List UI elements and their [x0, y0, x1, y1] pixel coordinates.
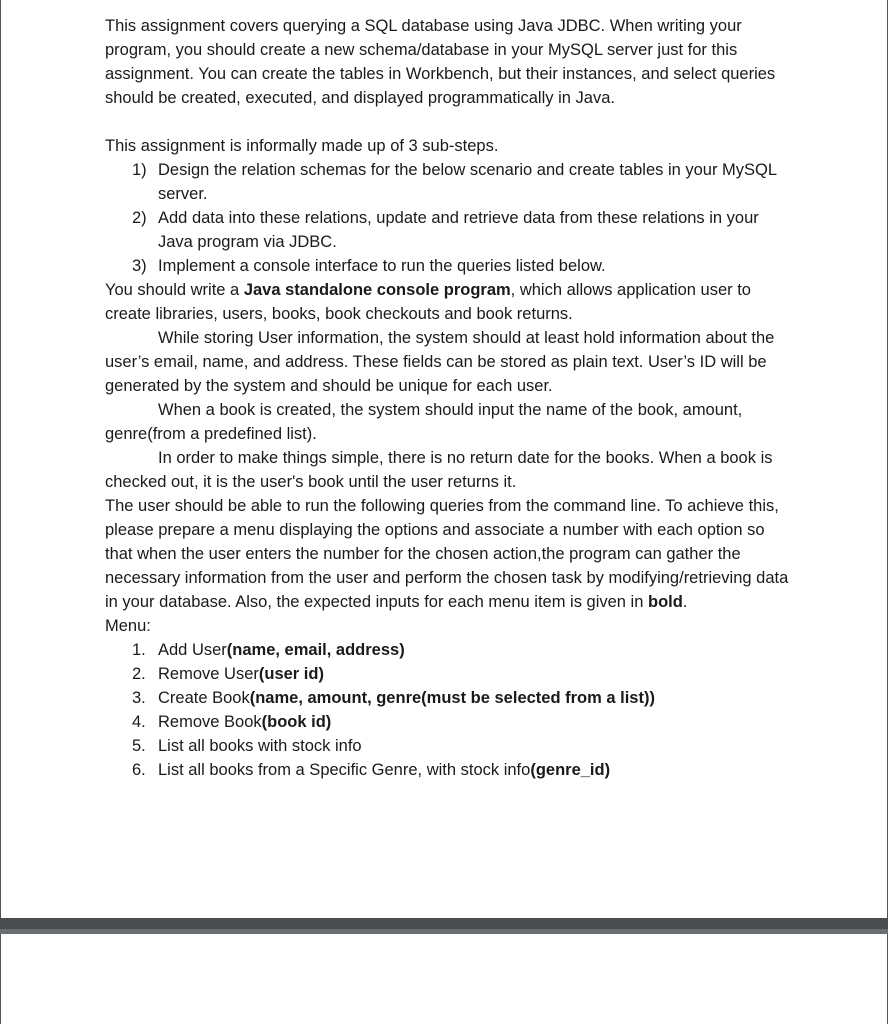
queries-paragraph: [105, 494, 795, 614]
assignment-text: [105, 14, 795, 782]
intro-paragraph: This assignment covers querying a SQL database using Java JDBC. When writing your program, you should create a new schema/database in your MySQL server just for this assignment. You can create the tables in Workbench, but their instances, and select queries should be created, executed, and displayed programmatically in Java.: [105, 17, 776, 107]
menu-item-text: Add User: [158, 641, 227, 659]
queries-text-post: .: [682, 593, 688, 611]
program-text-pre: You should write a: [105, 281, 244, 299]
menu-item-number: 6.: [132, 761, 146, 779]
menu-item-number: 4.: [132, 713, 146, 731]
substep-item: [105, 206, 795, 254]
menu-item-inputs: (user id): [258, 665, 324, 683]
menu-item-inputs: (name, email, address): [226, 641, 405, 659]
menu-item-text: List all books with stock info: [158, 737, 362, 755]
menu-item-text: Create Book: [158, 689, 250, 707]
menu-item: [105, 710, 795, 734]
menu-item-inputs: (name, amount, genre(must be selected from a list)): [249, 689, 655, 707]
menu-item: [105, 662, 795, 686]
substep-text: Design the relation schemas for the below scenario and create tables in your MySQL server.: [158, 161, 777, 203]
user-info-paragraph: While storing User information, the system should at least hold information about the user’s email, name, and address. These fields can be stored as plain text. User’s ID will be generated by the system and should be unique for each user.: [105, 329, 775, 395]
substep-text: Add data into these relations, update and retrieve data from these relations in your Java program via JDBC.: [158, 209, 759, 251]
menu-item: [105, 638, 795, 662]
substep-number: 1): [132, 161, 147, 179]
substep-item: [105, 158, 795, 206]
menu-item-text: List all books from a Specific Genre, with stock info: [158, 761, 531, 779]
menu-item: [105, 686, 795, 710]
return-info-paragraph: In order to make things simple, there is no return date for the books. When a book is checked out, it is the user's book until the user returns it.: [105, 449, 773, 491]
queries-text-pre: The user should be able to run the following queries from the command line. To achieve this, please prepare a menu displaying the options and associate a number with each option so that when the user enters the number for the chosen action,the program can gather the necessary information from the user and perform the chosen task by modifying/retrieving data in your database. Also, the expected inputs for each menu item is given in: [105, 497, 789, 611]
substeps-list: [105, 158, 795, 278]
program-text-post: , which allows application user to create libraries, users, books, book checkouts and book returns.: [105, 281, 751, 323]
substep-text: Implement a console interface to run the queries listed below.: [158, 257, 606, 275]
queries-text-bold: bold: [648, 593, 683, 611]
page-separator: [0, 918, 888, 934]
substeps-intro: This assignment is informally made up of 3 sub-steps.: [105, 137, 499, 155]
menu-label: Menu:: [105, 617, 151, 635]
substep-number: 2): [132, 209, 147, 227]
menu-item: [105, 734, 795, 758]
program-paragraph: [105, 278, 795, 326]
menu-item-number: 3.: [132, 689, 146, 707]
program-text-bold: Java standalone console program: [243, 281, 511, 299]
menu-item-text: Remove User: [158, 665, 259, 683]
substep-number: 3): [132, 257, 147, 275]
substep-item: [105, 254, 795, 278]
menu-item: [105, 758, 795, 782]
menu-item-number: 1.: [132, 641, 146, 659]
menu-item-inputs: (genre_id): [530, 761, 611, 779]
menu-item-number: 2.: [132, 665, 146, 683]
document-page-2: [0, 934, 888, 1024]
menu-list: [105, 638, 795, 782]
menu-item-text: Remove Book: [158, 713, 262, 731]
menu-item-inputs: (book id): [261, 713, 332, 731]
menu-item-number: 5.: [132, 737, 146, 755]
paragraph-gap: [105, 110, 795, 134]
book-info-paragraph: When a book is created, the system should input the name of the book, amount, genre(from a predefined list).: [105, 401, 743, 443]
